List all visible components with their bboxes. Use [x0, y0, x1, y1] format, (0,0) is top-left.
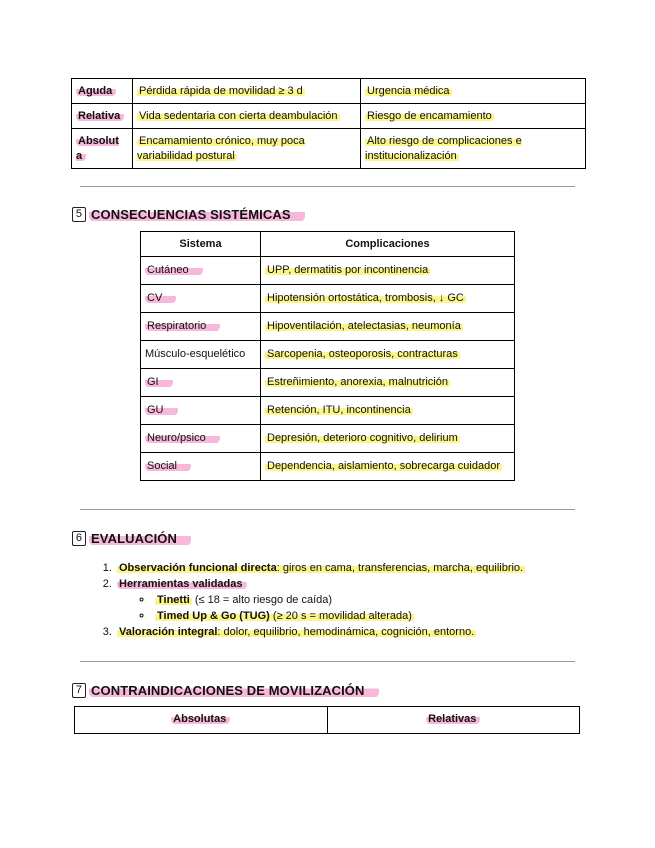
table-row — [141, 341, 515, 369]
column-header-system: Sistema — [141, 232, 261, 257]
table-row — [141, 285, 515, 313]
type-implication: Urgencia médica — [361, 79, 586, 104]
system-cell: Respiratorio — [141, 313, 261, 341]
section-number: 7 — [72, 683, 86, 698]
system-cell: CV — [141, 285, 261, 313]
divider — [80, 509, 575, 510]
table-row — [141, 397, 515, 425]
complications-cell: Depresión, deterioro cognitivo, delirium — [261, 425, 515, 453]
table-row — [72, 79, 586, 104]
type-implication: Riesgo de encamamiento — [361, 104, 586, 129]
table-header-row — [141, 232, 515, 257]
list-item: 2. Herramientas validadas ◦ Tinetti (≤ 18 = alto riesgo de caída) ◦ Timed Up & Go (TUG) (≥ 20 s = movilidad alterada) — [115, 576, 595, 624]
systemic-consequences-table — [140, 231, 515, 481]
list-item: ◦ Tinetti (≤ 18 = alto riesgo de caída) — [153, 592, 595, 608]
type-description: Vida sedentaria con cierta deambulación — [133, 104, 361, 129]
type-description: Encamamiento crónico, muy poca variabilidad postural — [133, 129, 361, 169]
complications-cell: Estreñimiento, anorexia, malnutrición — [261, 369, 515, 397]
evaluation-list — [97, 560, 595, 640]
system-cell: Neuro/psico — [141, 425, 261, 453]
type-description: Pérdida rápida de movilidad ≥ 3 d — [133, 79, 361, 104]
table-row — [141, 453, 515, 481]
divider — [80, 661, 575, 662]
type-label: Aguda — [72, 79, 133, 104]
list-item: 1. Observación funcional directa: giros en cama, transferencias, marcha, equilibrio. — [115, 560, 595, 576]
system-cell: Músculo-esquelético — [141, 341, 261, 369]
complications-cell: Dependencia, aislamiento, sobrecarga cuidador — [261, 453, 515, 481]
section-title: CONSECUENCIAS SISTÉMICAS — [89, 207, 305, 222]
column-header-relative: Relativas — [327, 707, 580, 734]
table-row — [141, 369, 515, 397]
sub-list — [117, 592, 595, 624]
complications-cell: UPP, dermatitis por incontinencia — [261, 257, 515, 285]
complications-cell: Hipoventilación, atelectasias, neumonía — [261, 313, 515, 341]
section-title: EVALUACIÓN — [89, 531, 191, 546]
type-implication: Alto riesgo de complicaciones e institucionalización — [361, 129, 586, 169]
column-header-complications: Complicaciones — [261, 232, 515, 257]
complications-cell: Hipotensión ortostática, trombosis, ↓ GC — [261, 285, 515, 313]
type-label: Relativa — [72, 104, 133, 129]
type-label: Absolut a — [72, 129, 133, 169]
section-heading-consequences — [72, 207, 305, 222]
section-heading-contraindications — [72, 683, 379, 698]
list-item: ◦ Timed Up & Go (TUG) (≥ 20 s = movilidad alterada) — [153, 608, 595, 624]
column-header-absolute: Absolutas — [75, 707, 328, 734]
table-header-row — [75, 707, 580, 734]
table-row — [141, 257, 515, 285]
complications-cell: Sarcopenia, osteoporosis, contracturas — [261, 341, 515, 369]
section-title: CONTRAINDICACIONES DE MOVILIZACIÓN — [89, 683, 379, 698]
divider — [80, 186, 575, 187]
section-number: 6 — [72, 531, 86, 546]
system-cell: Social — [141, 453, 261, 481]
table-row — [141, 313, 515, 341]
system-cell: Cutáneo — [141, 257, 261, 285]
list-item: 3. Valoración integral: dolor, equilibrio, hemodinámica, cognición, entorno. — [115, 624, 595, 640]
system-cell: GI — [141, 369, 261, 397]
table-row — [72, 104, 586, 129]
table-row — [72, 129, 586, 169]
contraindications-table — [74, 706, 580, 734]
table-row — [141, 425, 515, 453]
section-heading-evaluation — [72, 531, 191, 546]
section-number: 5 — [72, 207, 86, 222]
complications-cell: Retención, ITU, incontinencia — [261, 397, 515, 425]
immobility-types-table — [71, 78, 586, 169]
system-cell: GU — [141, 397, 261, 425]
